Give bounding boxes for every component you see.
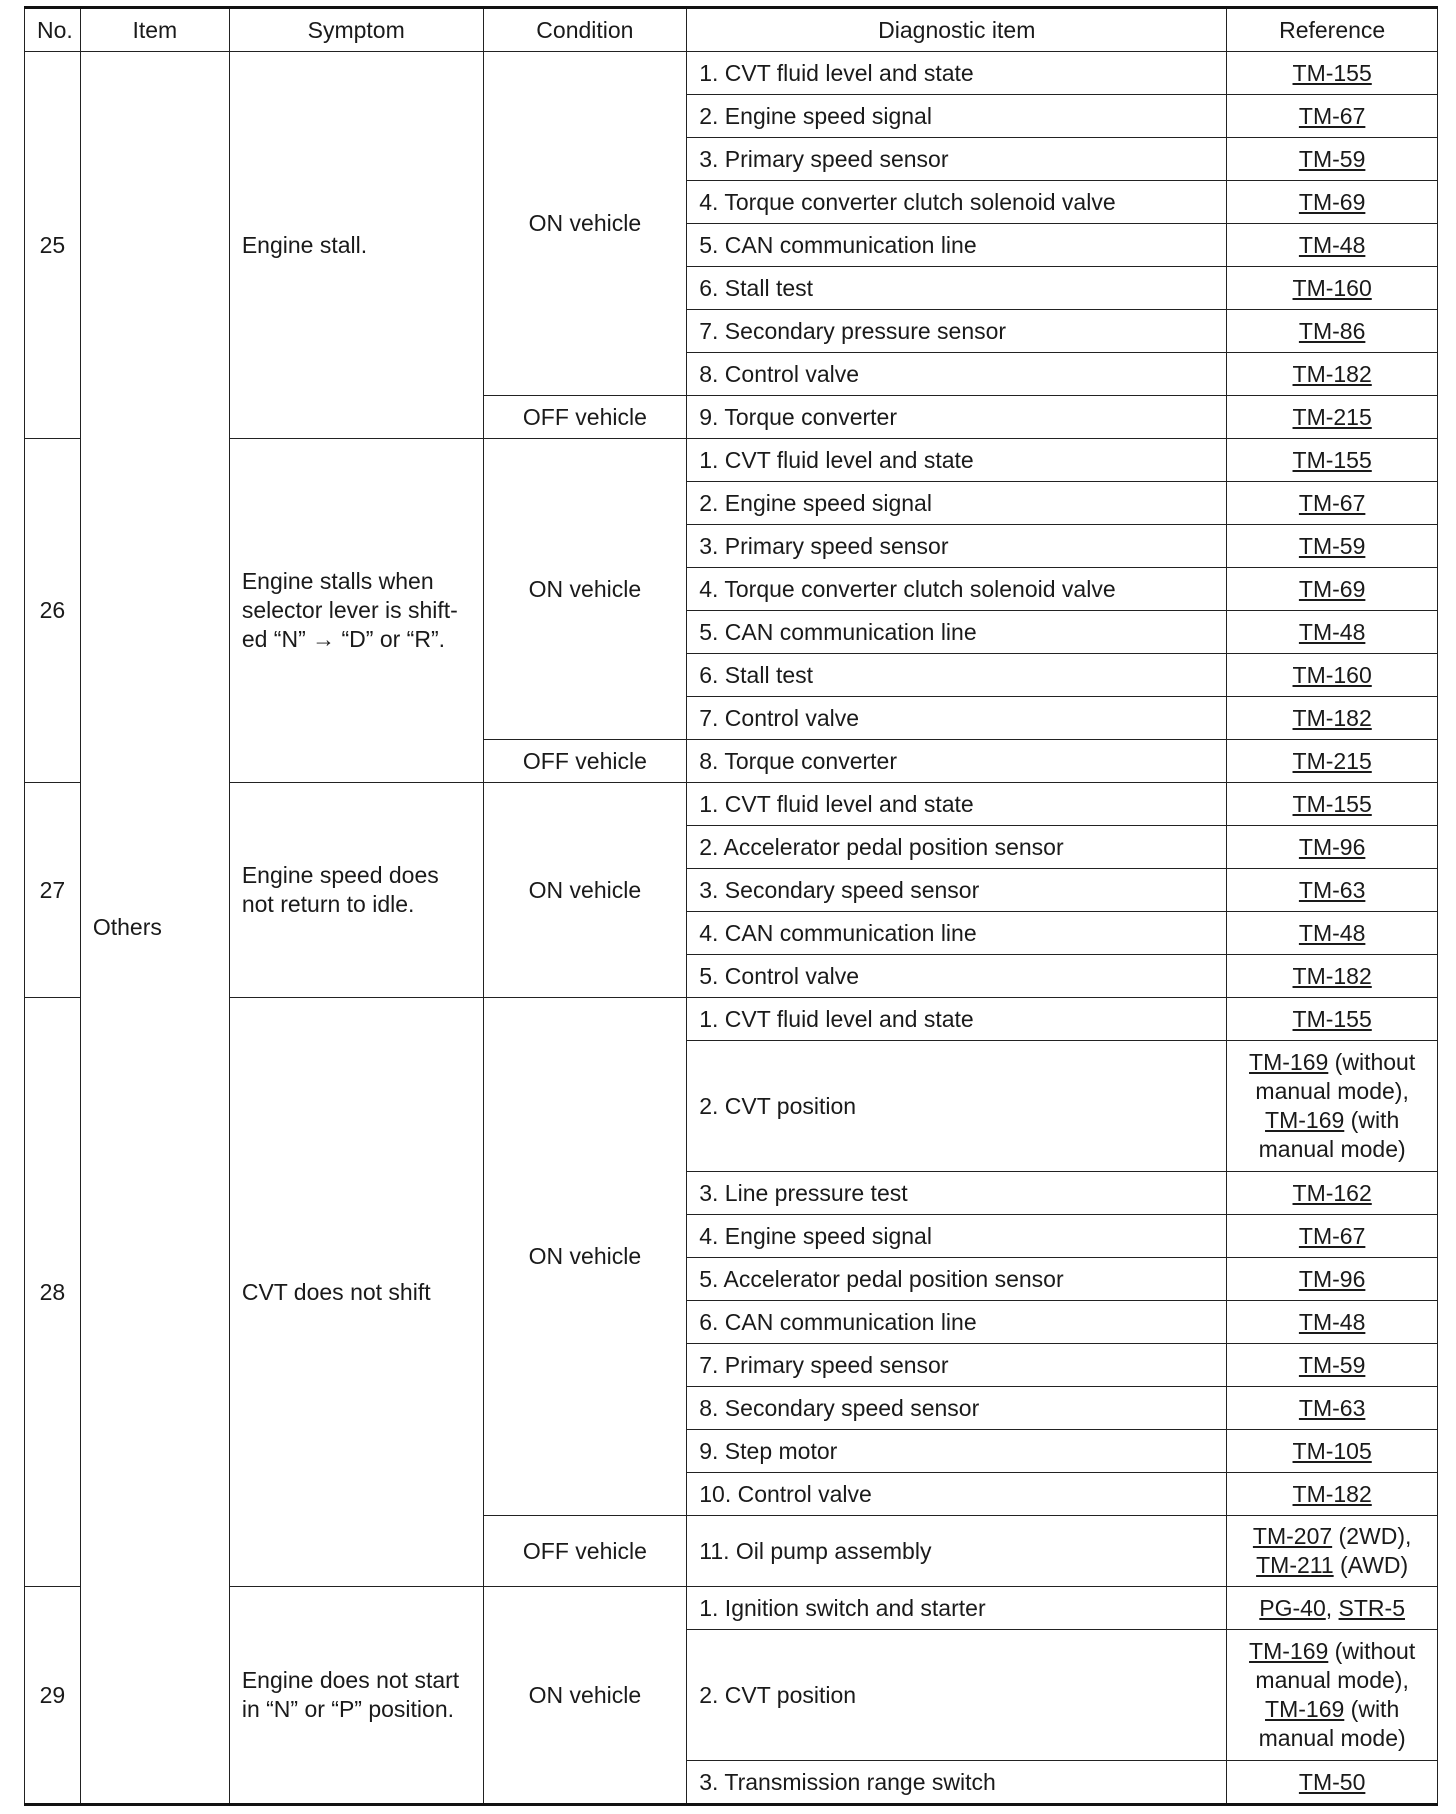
diagnostic-item-cell: 3. Primary speed sensor	[687, 525, 1227, 568]
reference-link[interactable]: TM-48	[1298, 919, 1366, 946]
row-number: 25	[25, 52, 81, 439]
header-diagnostic-item: Diagnostic item	[687, 8, 1227, 52]
reference-cell	[1227, 396, 1438, 439]
diagnostic-item-cell: 7. Primary speed sensor	[687, 1344, 1227, 1387]
reference-link[interactable]: TM-67	[1298, 489, 1366, 516]
diagnostic-item-cell: 7. Control valve	[687, 697, 1227, 740]
table-body	[25, 52, 1438, 1805]
reference-cell	[1227, 1387, 1438, 1430]
diagnostic-item-cell: 1. CVT fluid level and state	[687, 439, 1227, 482]
reference-cell	[1227, 998, 1438, 1041]
reference-link[interactable]: TM-48	[1298, 618, 1366, 645]
reference-cell	[1227, 1630, 1438, 1761]
reference-link[interactable]: TM-169	[1249, 1638, 1329, 1664]
reference-link[interactable]: TM-59	[1298, 532, 1366, 559]
reference-cell	[1227, 697, 1438, 740]
reference-link[interactable]: TM-160	[1292, 661, 1372, 688]
table-row	[25, 1587, 1438, 1630]
diagnostic-item-cell: 5. Accelerator pedal position sensor	[687, 1258, 1227, 1301]
diagnostic-item-cell: 4. Torque converter clutch solenoid valve	[687, 568, 1227, 611]
diagnostic-item-cell: 2. Engine speed signal	[687, 482, 1227, 525]
diagnostic-item-cell: 5. CAN communication line	[687, 224, 1227, 267]
table-row	[25, 998, 1438, 1041]
reference-cell	[1227, 1172, 1438, 1215]
reference-link[interactable]: TM-155	[1292, 59, 1372, 86]
reference-cell	[1227, 1587, 1438, 1630]
reference-cell	[1227, 1473, 1438, 1516]
reference-cell	[1227, 95, 1438, 138]
reference-cell	[1227, 1761, 1438, 1805]
condition-cell: OFF vehicle	[483, 396, 687, 439]
reference-cell	[1227, 267, 1438, 310]
reference-cell	[1227, 1344, 1438, 1387]
diagnosis-table	[24, 6, 1438, 1806]
diagnostic-item-cell: 1. CVT fluid level and state	[687, 783, 1227, 826]
reference-link[interactable]: TM-48	[1298, 1308, 1366, 1335]
symptom-cell: Engine stalls when selector lever is shift-ed “N” → “D” or “R”.	[229, 439, 483, 783]
diagnostic-item-cell: 6. Stall test	[687, 654, 1227, 697]
diagnostic-item-cell: 5. Control valve	[687, 955, 1227, 998]
reference-cell	[1227, 826, 1438, 869]
reference-link[interactable]: TM-63	[1298, 1394, 1366, 1421]
reference-note: (with manual mode)	[1258, 1696, 1406, 1751]
reference-note: (2WD),	[1332, 1523, 1412, 1549]
reference-link[interactable]: TM-69	[1298, 188, 1366, 215]
reference-link[interactable]: TM-155	[1292, 446, 1372, 473]
symptom-cell: Engine does not start in “N” or “P” position.	[229, 1587, 483, 1805]
reference-cell	[1227, 353, 1438, 396]
header-row	[25, 8, 1438, 52]
row-number: 28	[25, 998, 81, 1587]
table-row	[25, 783, 1438, 826]
reference-note: (with manual mode)	[1258, 1107, 1406, 1162]
diagnostic-item-cell: 10. Control valve	[687, 1473, 1227, 1516]
row-number: 27	[25, 783, 81, 998]
condition-cell: ON vehicle	[483, 783, 687, 998]
reference-link[interactable]: TM-207	[1252, 1523, 1333, 1549]
diagnostic-item-cell: 2. CVT position	[687, 1630, 1227, 1761]
reference-cell	[1227, 1516, 1438, 1587]
header-reference: Reference	[1227, 8, 1438, 52]
reference-cell	[1227, 1215, 1438, 1258]
reference-cell	[1227, 568, 1438, 611]
reference-link[interactable]: STR-5	[1338, 1594, 1405, 1621]
reference-cell	[1227, 611, 1438, 654]
diagnostic-item-cell: 9. Step motor	[687, 1430, 1227, 1473]
reference-cell	[1227, 181, 1438, 224]
table-row	[25, 52, 1438, 95]
reference-link[interactable]: TM-215	[1292, 403, 1372, 430]
reference-link[interactable]: TM-155	[1292, 1005, 1372, 1032]
reference-cell	[1227, 224, 1438, 267]
diagnostic-item-cell: 3. Secondary speed sensor	[687, 869, 1227, 912]
diagnostic-item-cell: 3. Line pressure test	[687, 1172, 1227, 1215]
symptom-cell: CVT does not shift	[229, 998, 483, 1587]
diagnostic-item-cell: 8. Control valve	[687, 353, 1227, 396]
reference-note: (without manual mode),	[1255, 1638, 1416, 1693]
reference-link[interactable]: TM-160	[1292, 274, 1372, 301]
reference-cell	[1227, 138, 1438, 181]
diagnostic-item-cell: 4. Engine speed signal	[687, 1215, 1227, 1258]
reference-link[interactable]: TM-86	[1298, 317, 1366, 344]
symptom-cell: Engine stall.	[229, 52, 483, 439]
reference-cell	[1227, 1301, 1438, 1344]
reference-cell	[1227, 1041, 1438, 1172]
table-row	[25, 439, 1438, 482]
header-symptom: Symptom	[229, 8, 483, 52]
reference-link[interactable]: TM-211	[1256, 1552, 1334, 1578]
condition-cell: ON vehicle	[483, 439, 687, 740]
diagnostic-item-cell: 4. Torque converter clutch solenoid valve	[687, 181, 1227, 224]
reference-link[interactable]: TM-215	[1292, 747, 1372, 774]
reference-note: (without manual mode),	[1255, 1049, 1416, 1104]
reference-link[interactable]: TM-50	[1298, 1768, 1366, 1795]
reference-cell	[1227, 310, 1438, 353]
diagnostic-item-cell: 2. CVT position	[687, 1041, 1227, 1172]
reference-link[interactable]: TM-67	[1298, 1222, 1366, 1249]
reference-cell	[1227, 1258, 1438, 1301]
reference-link[interactable]: TM-169	[1249, 1049, 1329, 1075]
symptom-cell: Engine speed does not return to idle.	[229, 783, 483, 998]
reference-cell	[1227, 439, 1438, 482]
condition-cell: ON vehicle	[483, 1587, 687, 1805]
diagnostic-item-cell: 2. Accelerator pedal position sensor	[687, 826, 1227, 869]
reference-link[interactable]: TM-59	[1298, 1351, 1366, 1378]
diagnostic-item-cell: 3. Primary speed sensor	[687, 138, 1227, 181]
condition-cell: ON vehicle	[483, 52, 687, 396]
header-condition: Condition	[483, 8, 687, 52]
reference-link[interactable]: TM-182	[1292, 1480, 1372, 1507]
diagnostic-item-cell: 1. Ignition switch and starter	[687, 1587, 1227, 1630]
item-cell: Others	[80, 52, 229, 1805]
diagnostic-item-cell: 2. Engine speed signal	[687, 95, 1227, 138]
reference-link[interactable]: TM-155	[1292, 790, 1372, 817]
reference-link[interactable]: TM-96	[1298, 833, 1366, 860]
reference-cell	[1227, 654, 1438, 697]
reference-link[interactable]: PG-40	[1259, 1594, 1326, 1621]
reference-link[interactable]: TM-169	[1265, 1107, 1345, 1133]
reference-link[interactable]: TM-182	[1292, 360, 1372, 387]
diagnostic-item-cell: 7. Secondary pressure sensor	[687, 310, 1227, 353]
reference-note: ,	[1325, 1594, 1339, 1621]
reference-link[interactable]: TM-162	[1292, 1179, 1372, 1206]
reference-cell	[1227, 783, 1438, 826]
diagnostic-item-cell: 1. CVT fluid level and state	[687, 998, 1227, 1041]
row-number: 29	[25, 1587, 81, 1805]
header-no: No.	[25, 8, 81, 52]
diagnostic-item-cell: 8. Torque converter	[687, 740, 1227, 783]
reference-cell	[1227, 1430, 1438, 1473]
reference-link[interactable]: TM-69	[1298, 575, 1366, 602]
diagnostic-item-cell: 9. Torque converter	[687, 396, 1227, 439]
reference-note: (AWD)	[1333, 1552, 1409, 1578]
header-item: Item	[80, 8, 229, 52]
reference-link[interactable]: TM-105	[1292, 1437, 1372, 1464]
reference-cell	[1227, 912, 1438, 955]
reference-cell	[1227, 482, 1438, 525]
row-number: 26	[25, 439, 81, 783]
reference-link[interactable]: TM-59	[1298, 145, 1366, 172]
reference-link[interactable]: TM-182	[1292, 962, 1372, 989]
condition-cell: OFF vehicle	[483, 1516, 687, 1587]
diagnostic-item-cell: 6. CAN communication line	[687, 1301, 1227, 1344]
diagnostic-item-cell: 4. CAN communication line	[687, 912, 1227, 955]
reference-cell	[1227, 740, 1438, 783]
condition-cell: OFF vehicle	[483, 740, 687, 783]
reference-cell	[1227, 525, 1438, 568]
reference-cell	[1227, 869, 1438, 912]
diagnostic-item-cell: 3. Transmission range switch	[687, 1761, 1227, 1805]
diagnostic-item-cell: 5. CAN communication line	[687, 611, 1227, 654]
reference-link[interactable]: TM-96	[1298, 1265, 1366, 1292]
reference-link[interactable]: TM-169	[1265, 1696, 1345, 1722]
reference-cell	[1227, 955, 1438, 998]
condition-cell: ON vehicle	[483, 998, 687, 1516]
reference-link[interactable]: TM-63	[1298, 876, 1366, 903]
diagnostic-item-cell: 8. Secondary speed sensor	[687, 1387, 1227, 1430]
reference-link[interactable]: TM-48	[1298, 231, 1366, 258]
diagnostic-item-cell: 6. Stall test	[687, 267, 1227, 310]
reference-link[interactable]: TM-67	[1298, 102, 1366, 129]
reference-link[interactable]: TM-182	[1292, 704, 1372, 731]
diagnostic-item-cell: 1. CVT fluid level and state	[687, 52, 1227, 95]
diagnostic-item-cell: 11. Oil pump assembly	[687, 1516, 1227, 1587]
reference-cell	[1227, 52, 1438, 95]
